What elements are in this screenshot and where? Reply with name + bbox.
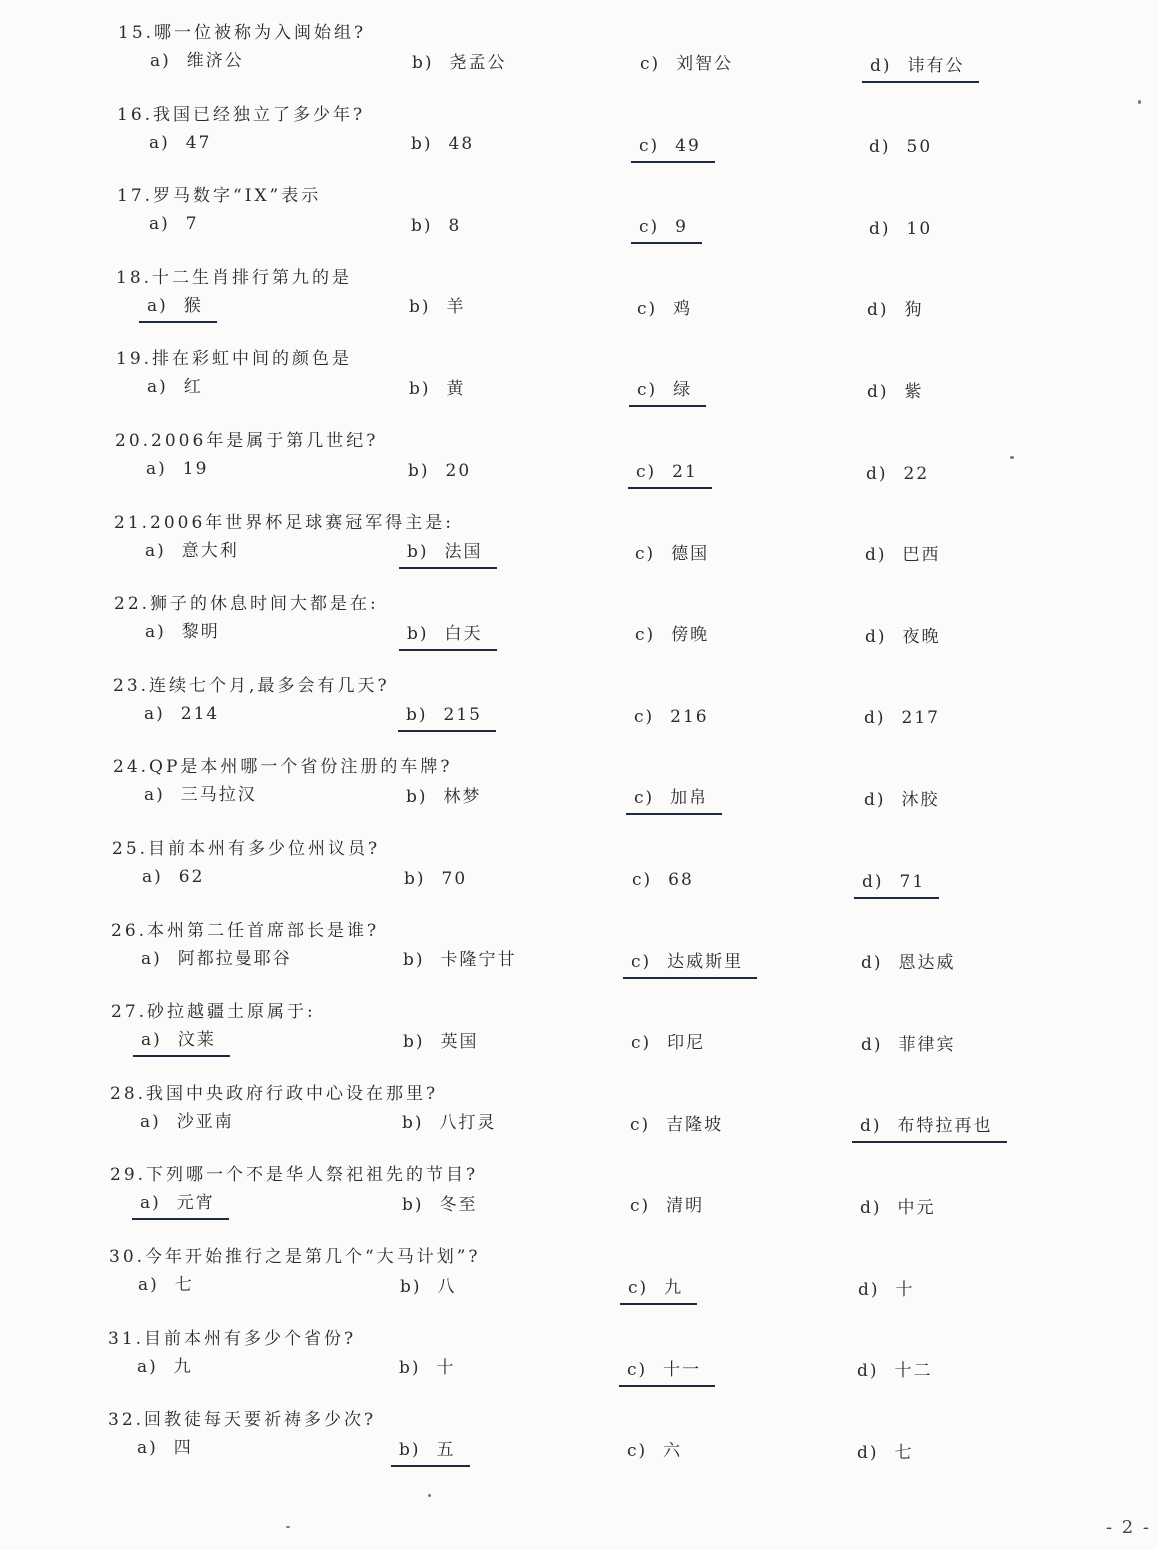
option-a <box>137 1356 193 1382</box>
option-text: 中元 <box>897 1197 936 1218</box>
option-b <box>399 1357 456 1383</box>
question-number: 26. <box>111 920 148 941</box>
option-a-marked-answer <box>139 295 217 323</box>
option-text: 讳有公 <box>907 55 965 76</box>
question-prompt: 十二生肖排行第九的是 <box>152 267 353 288</box>
option-letter: c) <box>632 870 653 890</box>
option-a <box>142 866 204 892</box>
option-text: 卡隆宁甘 <box>440 950 517 971</box>
option-letter: c) <box>640 54 661 74</box>
question-number: 19. <box>116 349 153 370</box>
option-text: 布特拉再也 <box>897 1116 993 1137</box>
question-prompt: 罗马数字“ⅠⅩ”表示 <box>153 186 322 207</box>
option-letter: d) <box>857 1361 879 1382</box>
option-text: 八打灵 <box>439 1113 497 1134</box>
option-text: 7 <box>185 214 199 235</box>
question-text <box>112 838 380 860</box>
option-a <box>146 458 208 484</box>
option-c-marked-answer <box>619 1359 715 1387</box>
option-d <box>861 1034 956 1060</box>
question-item <box>0 1328 1157 1410</box>
option-letter: b) <box>407 542 429 563</box>
option-text: 紫 <box>904 381 924 402</box>
option-b <box>403 1031 479 1057</box>
question-text <box>108 1409 376 1431</box>
option-letter: a) <box>145 622 166 643</box>
question-item <box>0 920 1157 1002</box>
option-text: 菲律宾 <box>898 1034 956 1055</box>
option-text: 21 <box>672 462 698 482</box>
option-b <box>404 868 467 894</box>
option-letter: b) <box>407 623 429 644</box>
option-letter: a) <box>140 1193 161 1214</box>
option-letter: d) <box>864 789 886 810</box>
option-text: 汶莱 <box>177 1030 216 1051</box>
question-prompt: 我国已经独立了多少年? <box>153 104 366 125</box>
option-text: 10 <box>906 218 933 239</box>
option-b <box>406 786 482 812</box>
option-letter: b) <box>409 378 431 399</box>
option-letter: b) <box>399 1439 421 1460</box>
option-letter: a) <box>142 867 163 887</box>
option-b <box>409 296 466 322</box>
question-item <box>0 838 1157 920</box>
option-text: 吉隆坡 <box>666 1114 724 1135</box>
option-text: 十一 <box>663 1359 702 1380</box>
option-text: 清明 <box>666 1196 705 1217</box>
option-d <box>857 1442 914 1468</box>
question-prompt: 目前本州有多少个省份? <box>144 1328 357 1349</box>
option-text: 绿 <box>673 380 693 401</box>
option-d-marked-answer <box>854 871 939 899</box>
option-letter: d) <box>869 218 891 239</box>
option-text: 狗 <box>904 300 924 321</box>
option-b <box>403 949 517 975</box>
question-number: 17. <box>117 186 154 207</box>
question-prompt: 2006年世界杯足球赛冠军得主是: <box>150 512 455 533</box>
option-text: 九 <box>664 1278 684 1298</box>
question-item <box>0 22 1157 104</box>
question-prompt: 2006年是属于第几世纪? <box>151 431 379 451</box>
option-b-marked-answer <box>391 1439 470 1467</box>
question-text <box>109 1246 481 1268</box>
option-letter: a) <box>141 1030 162 1051</box>
option-b <box>402 1112 497 1138</box>
question-item <box>0 512 1157 594</box>
option-c-marked-answer <box>631 216 702 244</box>
option-letter: b) <box>408 460 430 481</box>
question-number: 23. <box>113 675 150 696</box>
option-text: 恩达威 <box>898 953 956 974</box>
option-letter: d) <box>858 1279 880 1300</box>
option-c <box>627 1440 682 1466</box>
option-text: 70 <box>441 868 468 889</box>
option-text: 鸡 <box>673 298 693 319</box>
option-text: 19 <box>182 459 209 479</box>
question-item <box>0 1001 1157 1083</box>
question-text <box>113 675 390 697</box>
option-d <box>858 1279 915 1305</box>
option-a <box>144 703 219 729</box>
option-c <box>630 1114 723 1140</box>
option-text: 50 <box>906 137 933 158</box>
option-text: 傍晚 <box>671 625 710 646</box>
option-d <box>865 626 941 652</box>
question-number: 22. <box>114 594 151 615</box>
option-text: 六 <box>663 1441 683 1462</box>
option-b <box>408 460 471 486</box>
option-letter: c) <box>628 1278 649 1298</box>
option-letter: b) <box>403 1031 425 1052</box>
option-d <box>865 544 941 570</box>
option-text: 62 <box>178 867 205 887</box>
question-text <box>110 1164 478 1186</box>
question-item <box>0 593 1157 675</box>
option-c-marked-answer <box>629 379 706 407</box>
option-b <box>409 378 466 404</box>
option-b-marked-answer <box>399 541 497 569</box>
option-text: 215 <box>443 705 482 726</box>
option-letter: d) <box>865 545 887 566</box>
option-text: 20 <box>445 460 472 481</box>
option-letter: a) <box>149 214 170 235</box>
question-item <box>0 1246 1157 1328</box>
option-d <box>860 1197 936 1223</box>
option-text: 216 <box>670 706 709 727</box>
option-letter: c) <box>639 217 660 238</box>
option-c <box>635 624 709 650</box>
option-text: 三马拉汉 <box>180 785 257 806</box>
question-text <box>113 756 453 778</box>
option-text: 22 <box>903 463 930 484</box>
option-text: 英国 <box>440 1031 479 1052</box>
option-letter: c) <box>630 1196 651 1217</box>
question-text <box>111 1001 316 1023</box>
question-number: 30. <box>109 1247 146 1267</box>
option-a <box>138 1274 194 1300</box>
option-d <box>861 952 956 978</box>
scan-speck <box>1010 456 1014 459</box>
option-a-marked-answer <box>132 1192 229 1220</box>
option-text: 七 <box>174 1275 194 1295</box>
question-number: 28. <box>110 1083 147 1104</box>
page-number: - 2 - <box>1105 1517 1151 1538</box>
option-text: 十二 <box>894 1361 933 1382</box>
option-letter: d) <box>870 55 892 76</box>
option-letter: c) <box>634 706 655 727</box>
option-letter: d) <box>864 708 886 729</box>
option-a <box>147 376 203 402</box>
option-letter: b) <box>409 297 431 318</box>
question-prompt: 本州第二任首席部长是谁? <box>147 920 380 941</box>
option-letter: a) <box>144 785 165 806</box>
option-d <box>869 136 932 162</box>
question-text <box>110 1083 438 1105</box>
option-letter: d) <box>860 1116 882 1137</box>
option-letter: d) <box>857 1442 879 1463</box>
question-number: 24. <box>113 757 150 778</box>
option-text: 8 <box>448 215 462 236</box>
question-text <box>117 185 321 207</box>
question-text <box>116 267 352 289</box>
option-d-marked-answer <box>852 1115 1007 1143</box>
option-text: 沐胶 <box>901 789 940 810</box>
option-text: 214 <box>180 703 220 724</box>
option-d <box>867 299 924 325</box>
scan-speck <box>428 1494 431 1497</box>
option-letter: b) <box>411 134 433 155</box>
option-a <box>149 213 199 239</box>
option-text: 八 <box>437 1276 457 1297</box>
option-letter: c) <box>635 543 656 564</box>
option-letter: b) <box>400 1276 422 1297</box>
option-text: 47 <box>185 132 212 153</box>
scan-speck <box>286 1526 290 1528</box>
question-number: 27. <box>111 1002 148 1023</box>
question-item <box>0 348 1157 430</box>
option-letter: c) <box>630 1114 651 1135</box>
option-text: 48 <box>448 134 475 155</box>
option-b-marked-answer <box>399 623 497 651</box>
option-letter: b) <box>411 215 433 236</box>
option-text: 七 <box>894 1442 914 1463</box>
option-letter: b) <box>406 786 428 807</box>
option-text: 9 <box>675 217 688 238</box>
question-text <box>114 593 379 615</box>
option-letter: d) <box>861 953 883 974</box>
option-a-marked-answer <box>133 1029 230 1057</box>
question-text <box>111 920 379 942</box>
option-letter: d) <box>861 1034 883 1055</box>
option-text: 法国 <box>444 542 483 563</box>
question-item <box>0 1083 1157 1165</box>
option-text: 达威斯里 <box>667 951 744 972</box>
option-c-marked-answer <box>620 1277 697 1305</box>
question-prompt: QP是本州哪一个省份注册的车牌? <box>149 757 453 778</box>
question-item <box>0 430 1157 512</box>
option-letter: b) <box>406 705 428 726</box>
option-letter: a) <box>137 1438 158 1459</box>
question-text <box>114 512 454 534</box>
option-letter: d) <box>862 871 884 892</box>
question-prompt: 目前本州有多少位州议员? <box>148 839 381 859</box>
question-item <box>0 185 1157 267</box>
option-c-marked-answer <box>631 135 715 163</box>
question-number: 32. <box>108 1410 145 1431</box>
option-letter: d) <box>867 300 889 321</box>
option-letter: a) <box>150 51 171 71</box>
question-prompt: 砂拉越疆土原属于: <box>147 1002 316 1023</box>
option-letter: d) <box>865 626 887 647</box>
question-number: 31. <box>108 1328 145 1349</box>
question-prompt: 下列哪一个不是华人祭祀祖先的节目? <box>146 1165 479 1186</box>
option-letter: b) <box>403 950 425 971</box>
option-c-marked-answer <box>628 461 712 489</box>
option-text: 黄 <box>446 378 466 399</box>
option-letter: a) <box>147 295 168 316</box>
option-letter: b) <box>402 1113 424 1134</box>
option-letter: d) <box>866 463 888 484</box>
option-letter: a) <box>140 1111 161 1132</box>
option-text: 德国 <box>671 543 710 564</box>
option-text: 黎明 <box>181 622 220 643</box>
option-letter: a) <box>145 540 166 561</box>
question-item <box>0 675 1157 757</box>
option-text: 林梦 <box>443 786 482 807</box>
option-a <box>141 948 292 974</box>
option-b <box>411 133 474 159</box>
option-c <box>640 53 733 79</box>
option-d <box>869 218 932 244</box>
option-text: 意大利 <box>181 540 239 561</box>
option-letter: c) <box>634 788 655 809</box>
option-text: 四 <box>173 1438 193 1459</box>
option-letter: c) <box>635 625 656 646</box>
option-letter: c) <box>627 1441 648 1462</box>
question-prompt: 狮子的休息时间大都是在: <box>150 594 379 615</box>
option-d <box>857 1360 933 1386</box>
option-text: 巴西 <box>902 545 941 566</box>
option-text: 十 <box>436 1358 456 1379</box>
option-letter: c) <box>637 380 658 401</box>
option-letter: b) <box>399 1358 421 1379</box>
option-a <box>145 540 239 566</box>
option-text: 夜晚 <box>902 626 941 647</box>
option-letter: c) <box>631 1033 652 1054</box>
option-d <box>867 381 924 407</box>
question-item <box>0 104 1157 186</box>
option-text: 猴 <box>183 295 203 316</box>
question-prompt: 我国中央政府行政中心设在那里? <box>146 1083 439 1104</box>
option-c <box>637 298 692 324</box>
option-letter: b) <box>402 1194 424 1215</box>
question-text <box>108 1328 356 1350</box>
option-text: 元宵 <box>176 1193 215 1214</box>
option-letter: a) <box>147 377 168 398</box>
option-letter: a) <box>141 948 162 969</box>
question-item <box>0 267 1157 349</box>
option-c-marked-answer <box>626 787 722 815</box>
option-letter: b) <box>404 868 426 889</box>
option-text: 五 <box>436 1439 456 1460</box>
option-text: 刘智公 <box>676 54 734 74</box>
option-a <box>140 1111 234 1137</box>
option-letter: d) <box>867 381 889 402</box>
question-item <box>0 1409 1157 1491</box>
option-text: 加帛 <box>670 788 709 809</box>
option-text: 217 <box>901 708 940 729</box>
question-prompt: 今年开始推行之是第几个“大马计划”? <box>145 1247 481 1267</box>
option-letter: d) <box>869 137 891 158</box>
option-text: 尧孟公 <box>449 52 507 73</box>
option-text: 71 <box>899 871 926 892</box>
option-d <box>866 463 929 489</box>
scan-speck <box>1138 100 1141 104</box>
option-c <box>635 543 709 569</box>
option-d <box>864 789 940 815</box>
question-text <box>116 348 352 370</box>
question-number: 25. <box>112 839 149 859</box>
option-b <box>400 1276 457 1302</box>
option-b <box>412 52 507 78</box>
option-letter: a) <box>137 1356 158 1377</box>
question-prompt: 回教徒每天要祈祷多少次? <box>144 1410 377 1431</box>
question-text <box>117 104 365 126</box>
option-text: 阿都拉曼耶谷 <box>177 948 292 969</box>
option-letter: c) <box>631 951 652 972</box>
option-a <box>145 621 220 647</box>
option-a <box>137 1437 193 1463</box>
option-text: 九 <box>173 1356 193 1377</box>
option-d-marked-answer <box>862 55 979 83</box>
question-item <box>0 756 1157 838</box>
option-b <box>411 215 461 241</box>
question-number: 29. <box>110 1165 147 1186</box>
option-text: 68 <box>668 870 694 890</box>
question-item <box>0 1164 1157 1246</box>
option-letter: c) <box>636 462 657 482</box>
option-text: 冬至 <box>439 1194 478 1215</box>
option-letter: a) <box>146 459 167 479</box>
option-letter: b) <box>412 52 434 73</box>
question-prompt: 哪一位被称为入闽始组? <box>154 23 367 43</box>
option-c <box>631 1032 705 1058</box>
question-number: 15. <box>118 23 155 43</box>
option-letter: d) <box>860 1197 882 1218</box>
option-text: 羊 <box>446 297 466 318</box>
option-letter: c) <box>627 1359 648 1380</box>
option-a <box>149 132 211 158</box>
question-number: 16. <box>117 104 154 125</box>
option-letter: c) <box>637 298 658 319</box>
option-a <box>144 784 257 810</box>
option-d <box>864 707 940 733</box>
option-text: 十 <box>895 1279 915 1300</box>
question-number: 18. <box>116 267 153 288</box>
question-prompt: 连续七个月,最多会有几天? <box>149 675 390 696</box>
question-text <box>115 430 378 452</box>
option-text: 红 <box>183 377 203 398</box>
question-text <box>118 22 366 44</box>
option-letter: a) <box>149 132 170 153</box>
option-text: 印尼 <box>667 1033 706 1054</box>
option-c <box>630 1195 704 1221</box>
option-c-marked-answer <box>623 951 757 979</box>
option-text: 维济公 <box>186 51 244 71</box>
question-number: 21. <box>114 512 151 533</box>
option-b-marked-answer <box>398 704 496 732</box>
question-number: 20. <box>115 431 152 451</box>
option-b <box>402 1194 478 1220</box>
option-c <box>634 706 709 732</box>
option-c <box>632 869 694 895</box>
option-letter: a) <box>138 1275 159 1295</box>
option-letter: c) <box>639 135 660 156</box>
option-text: 白天 <box>444 623 483 644</box>
option-text: 沙亚南 <box>176 1111 234 1132</box>
question-prompt: 排在彩虹中间的颜色是 <box>152 349 353 370</box>
option-text: 49 <box>675 135 701 156</box>
option-a <box>150 50 244 76</box>
option-letter: a) <box>144 703 165 724</box>
